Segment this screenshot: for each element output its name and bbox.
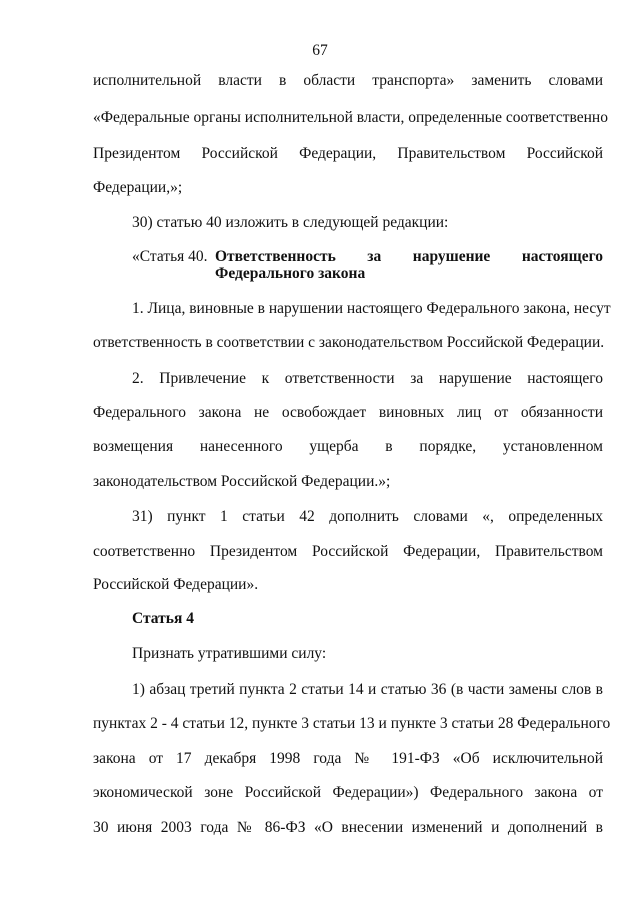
text-line: закона от 17 декабря 1998 года № 191-ФЗ «Об исключительной [93, 750, 603, 767]
text-line: соответственно Президентом Российской Федерации, Правительством [93, 543, 603, 560]
text-line: 1) абзац третий пункта 2 статьи 14 и статью 36 (в части замены слов в [132, 681, 603, 698]
text-line: Президентом Российской Федерации, Правительством Российской [93, 145, 603, 162]
article-40-title: Ответственность за нарушение настоящего [215, 248, 603, 265]
text-line: возмещения нанесенного ущерба в порядке, установленном [93, 438, 603, 455]
article-40-label: «Статья 40. [132, 248, 208, 265]
article-4-heading: Статья 4 [132, 610, 194, 627]
text-line: Признать утратившими силу: [132, 645, 327, 662]
text-line: «Федеральные органы исполнительной власти, определенные соответственно [93, 109, 608, 126]
text-line: 2. Привлечение к ответственности за нарушение настоящего [132, 370, 603, 387]
text-line: законодательством Российской Федерации.»; [93, 473, 391, 490]
text-line: исполнительной власти в области транспорта» заменить словами [93, 72, 603, 89]
text-line: ответственность в соответствии с законодательством Российской Федерации. [93, 334, 605, 351]
text-line: 30 июня 2003 года № 86-ФЗ «О внесении изменений и дополнений в [93, 819, 603, 836]
text-line: 31) пункт 1 статьи 42 дополнить словами «, определенных [132, 508, 603, 525]
text-line: 30) статью 40 изложить в следующей редакции: [132, 214, 449, 231]
article-40-title: Федерального закона [215, 265, 366, 282]
text-line: экономической зоне Российской Федерации») Федерального закона от [93, 784, 603, 801]
text-line: Федерации,»; [93, 179, 183, 196]
page-number: 67 [312, 42, 328, 59]
text-line: пунктах 2 - 4 статьи 12, пункте 3 статьи 13 и пункте 3 статьи 28 Федерального [93, 715, 611, 732]
text-line: Российской Федерации». [93, 576, 259, 593]
text-line: Федерального закона не освобождает виновных лиц от обязанности [93, 404, 603, 421]
text-line: 1. Лица, виновные в нарушении настоящего Федерального закона, несут [132, 300, 611, 317]
